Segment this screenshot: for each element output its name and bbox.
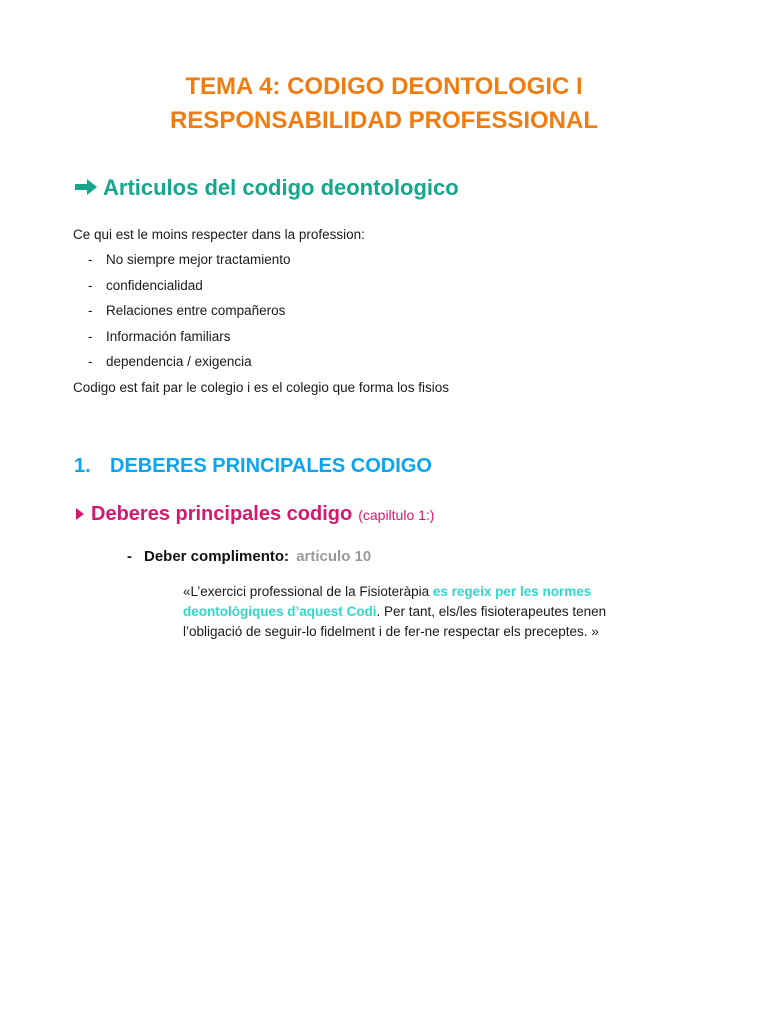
title-line-1: TEMA 4: CODIGO DEONTOLOGIC I — [185, 73, 583, 100]
duty-label: Deber complimento: — [144, 548, 290, 565]
list-item-text: Relaciones entre compañeros — [106, 303, 286, 319]
duty-item — [127, 546, 371, 568]
list-item — [88, 277, 291, 303]
dash-marker: - — [88, 354, 93, 370]
dash-marker: - — [88, 328, 93, 344]
list-item — [88, 353, 291, 379]
subsection-heading — [76, 500, 434, 528]
triangle-right-icon — [76, 508, 84, 520]
section-heading-text: Articulos del codigo deontologico — [103, 175, 459, 200]
numbered-heading-text: DEBERES PRINCIPALES CODIGO — [110, 455, 432, 477]
subsection-chapter-note: (capiltulo 1:) — [358, 507, 435, 523]
title-line-2: RESPONSABILIDAD PROFESSIONAL — [169, 107, 599, 134]
list-item-text: No siempre mejor tractamiento — [106, 252, 291, 267]
article-reference: articulo 10 — [296, 548, 372, 565]
document-title — [0, 70, 768, 138]
heading-number: 1. — [74, 455, 91, 477]
right-arrow-icon — [74, 177, 98, 197]
dash-marker: - — [127, 548, 132, 565]
quote-highlight: es regeix per les normes deontològiques d’aquest Codi — [183, 584, 592, 619]
dash-marker: - — [88, 252, 93, 267]
quote-part-2: . Per tant, els/les fisioterapeutes tenen l’obligació de seguir-lo fidelment i de fer-ne respectar els preceptes. » — [183, 604, 607, 639]
list-item-text: Información familiars — [106, 328, 231, 344]
quote-part-1: «L’exercici professional de la Fisioteràpia — [183, 584, 433, 599]
list-item — [88, 328, 291, 354]
intro-text: Ce qui est le moins respecter dans la profession: — [73, 227, 365, 242]
list-item — [88, 251, 291, 277]
article-quote — [183, 582, 653, 642]
closing-text: Codigo est fait par le colegio i es el colegio que forma los fisios — [73, 380, 449, 395]
dash-marker: - — [88, 303, 93, 319]
list-item — [88, 302, 291, 328]
dash-marker: - — [88, 277, 93, 293]
numbered-heading — [74, 452, 432, 480]
section-heading — [74, 173, 459, 203]
list-item-text: dependencia / exigencia — [106, 354, 252, 370]
subsection-heading-text: Deberes principales codigo — [91, 503, 353, 525]
bullet-list — [88, 251, 291, 379]
list-item-text: confidencialidad — [106, 277, 203, 293]
